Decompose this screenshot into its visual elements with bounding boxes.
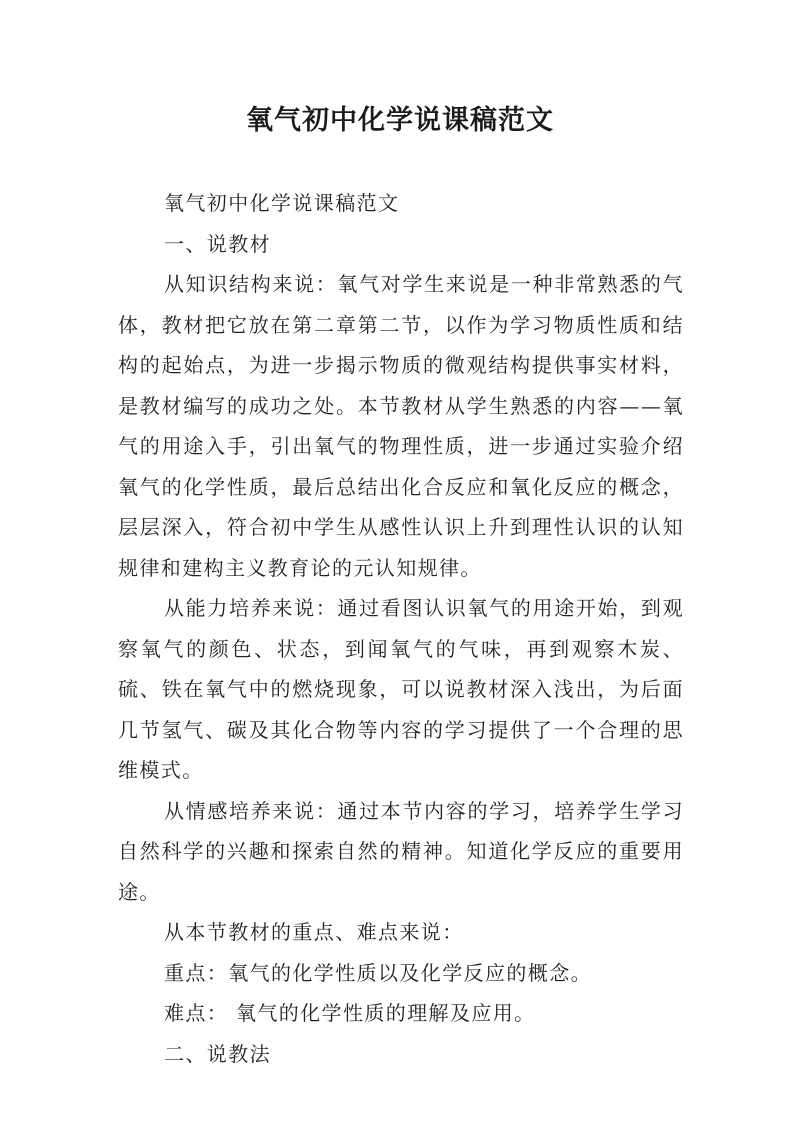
paragraph-difficult-point: 难点： 氧气的化学性质的理解及应用。 xyxy=(164,1001,536,1025)
paragraph-knowledge-structure: 从知识结构来说：氧气对学生来说是一种非常熟悉的气体，教材把它放在第二章第二节，以作为学习物质性质和结构的起始点，为进一步揭示物质的微观结构提供事实材料，是教材编写的成功之处。本节教材从学生熟悉的内容——氧气的用途入手，引出氧气的物理性质，进一步通过实验介绍氧气的化学性质，最后总结出化合反应和氧化反应的概念，层层深入，符合初中学生从感性认识上升到理性认识的认知规律和建构主义教育论的元认知规律。 xyxy=(118,272,684,580)
section-heading-textbook: 一、说教材 xyxy=(164,231,271,256)
document-title: 氧气初中化学说课稿范文 xyxy=(246,105,554,136)
paragraph-heading-repeat: 氧气初中化学说课稿范文 xyxy=(164,191,400,215)
paragraph-ability-training: 从能力培养来说：通过看图认识氧气的用途开始，到观察氧气的颜色、状态，到闻氧气的气味，再到观察木炭、硫、铁在氧气中的燃烧现象，可以说教材深入浅出，为后面几节氢气、碳及其化合物等内容的学习提供了一个合理的思维模式。 xyxy=(118,596,684,782)
paragraph-key-point: 重点：氧气的化学性质以及化学反应的概念。 xyxy=(164,960,592,985)
document-body xyxy=(118,183,684,1074)
section-heading-teaching-method: 二、说教法 xyxy=(164,1041,271,1066)
paragraph-emotion-training: 从情感培养来说：通过本节内容的学习，培养学生学习自然科学的兴趣和探索自然的精神。知道化学反应的重要用途。 xyxy=(118,798,684,904)
paragraph-key-points-intro: 从本节教材的重点、难点来说： xyxy=(164,920,464,944)
